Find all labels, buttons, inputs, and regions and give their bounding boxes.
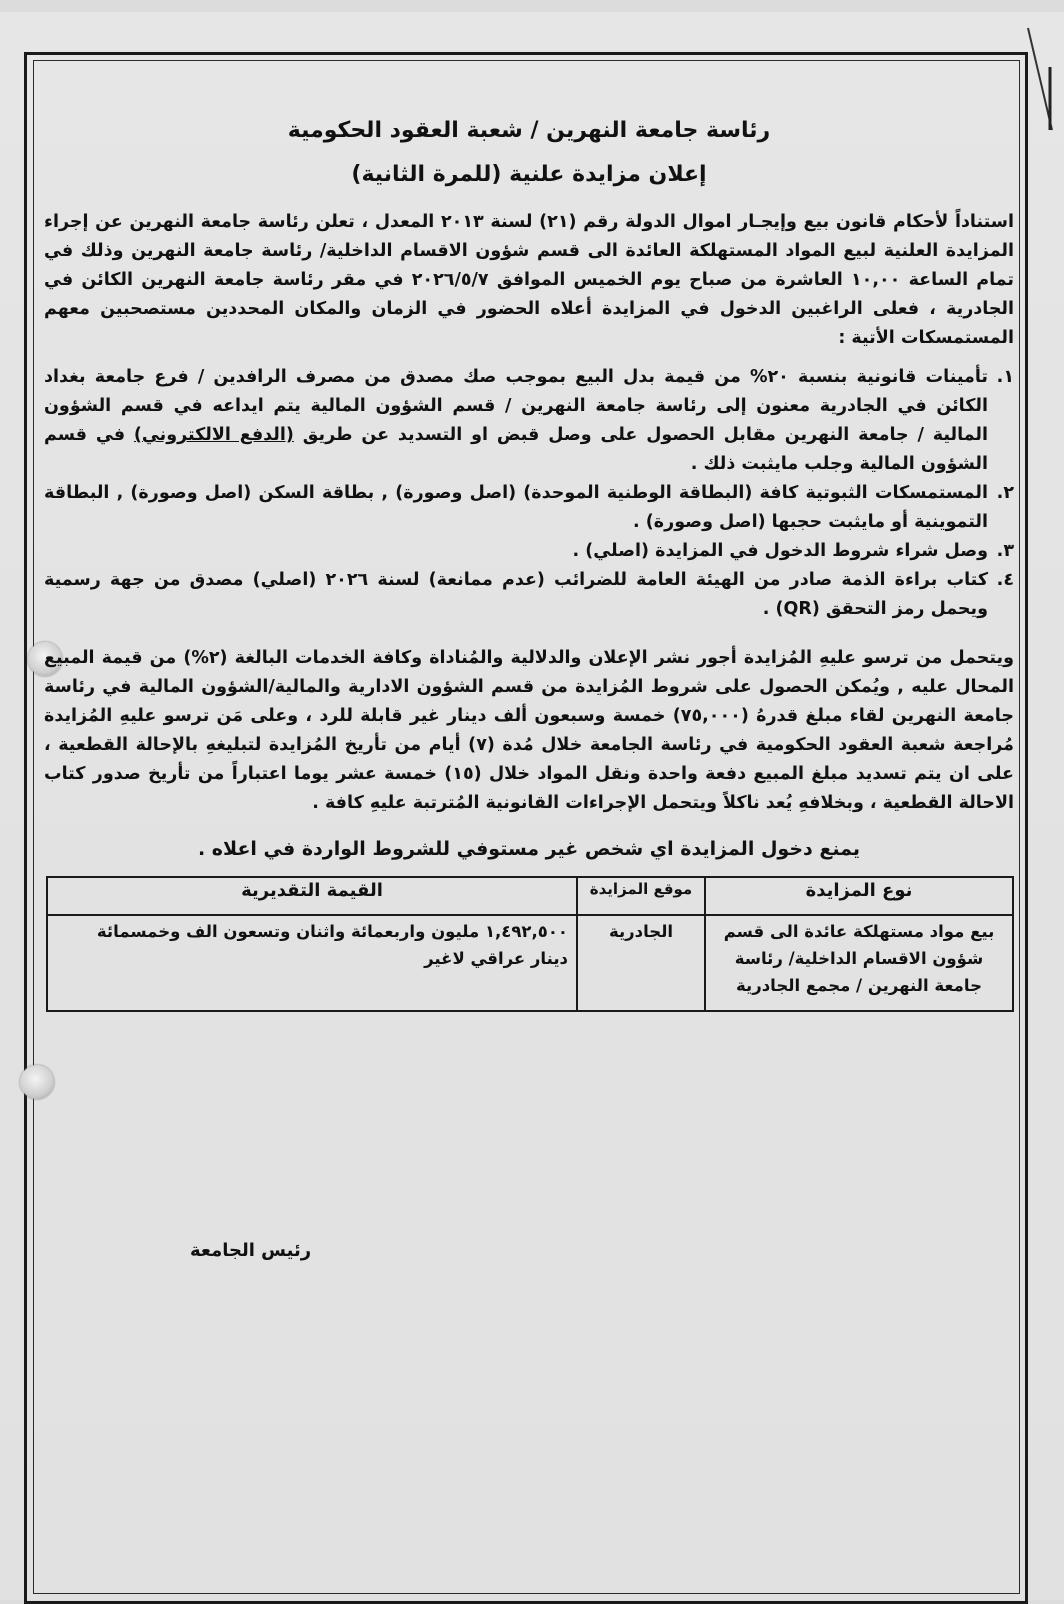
column-header-site: موقع المزايدة bbox=[577, 877, 705, 915]
estimated-value-cell: ١,٤٩٢,٥٠٠ مليون واربعمائة واثنان وتسعون الف وخمسمائة دينار عراقي لاغير bbox=[47, 915, 577, 1011]
requirement-text: وصل شراء شروط الدخول في المزايدة (اصلي) . bbox=[572, 541, 988, 561]
requirement-number: ٤. bbox=[996, 570, 1014, 590]
column-header-type: نوع المزايدة bbox=[705, 877, 1013, 915]
requirement-text: تأمينات قانونية بنسبة ٢٠% من قيمة بدل البيع بموجب صك مصدق من مصرف الرافدين / فرع جامعة بغداد الكائن في الجادرية معنون إلى رئاسة جامعة النهرين / قسم الشؤون المالية يتم ايداعه في قسم الشؤون المالية / جامعة النهرين مقابل الحصول على وصل قبض او التسديد عن طريق bbox=[44, 367, 988, 445]
requirement-number: ٢. bbox=[996, 483, 1014, 503]
column-header-value: القيمة التقديرية bbox=[47, 877, 577, 915]
requirement-text: كتاب براءة الذمة صادر من الهيئة العامة للضرائب (عدم ممانعة) لسنة ٢٠٢٦ (اصلي) مصدق من جهة رسمية ويحمل رمز التحقق (QR) . bbox=[44, 570, 988, 619]
requirement-item bbox=[44, 537, 1014, 566]
requirements-list bbox=[44, 363, 1014, 624]
signature-title: رئيس الجامعة bbox=[190, 1240, 312, 1261]
requirement-number: ١. bbox=[996, 367, 1014, 387]
corner-fold-mark bbox=[1026, 22, 1056, 132]
document-page bbox=[0, 12, 1064, 1600]
electronic-payment-text: (الدفع الالكتروني) bbox=[133, 425, 294, 445]
punch-hole bbox=[20, 1065, 54, 1099]
document-title: إعلان مزايدة علنية (للمرة الثانية) bbox=[351, 162, 707, 187]
auction-table bbox=[46, 876, 1014, 1012]
requirement-item bbox=[44, 566, 1014, 624]
auction-site-cell: الجادرية bbox=[577, 915, 705, 1011]
requirement-item bbox=[44, 479, 1014, 537]
intro-paragraph: استناداً لأحكام قانون بيع وإيجـار اموال الدولة رقم (٢١) لسنة ٢٠١٣ المعدل ، تعلن رئاسة جامعة النهرين عن إجراء المزايدة العلنية لبيع المواد المستهلكة العائدة الى قسم شؤون الاقسام الداخلية/ رئاسة جامعة النهرين وذلك في تمام الساعة ١٠,٠٠ العاشرة من صباح يوم الخميس الموافق ٢٠٢٦/٥/٧ في مقر رئاسة جامعة النهرين الكائن في الجادرية ، فعلى الراغبين الدخول في المزايدة أعلاه الحضور في الزمان والمكان المحددين مستصحبين معهم المستمسكات الأتية : bbox=[44, 212, 1014, 348]
eligibility-warning: يمنع دخول المزايدة اي شخص غير مستوفي للشروط الواردة في اعلاه . bbox=[197, 838, 861, 860]
requirement-number: ٣. bbox=[996, 541, 1014, 561]
terms-paragraph: ويتحمل من ترسو عليهِ المُزايدة أجور نشر الإعلان والدلالية والمُناداة وكافة الخدمات البالغة (٢%) من قيمة المبيع المحال عليه , ويُمكن الحصول على شروط المُزايدة من قسم الشؤون الادارية والمالية/الشؤون المالية في رئاسة جامعة النهرين لقاء مبلغ قدرهُ (٧٥,٠٠٠) خمسة وسبعون ألف دينار غير قابلة للرد ، وعلى مَن ترسو عليهِ المُزايدة مُراجعة شعبة العقود الحكومية في رئاسة الجامعة خلال مُدة (٧) أيام من تأريخ المُزايدة لتبليغهِ بالإحالة القطعية ، على ان يتم تسديد مبلغ المبيع دفعة واحدة ونقل المواد خلال (١٥) خمسة عشر يوما اعتباراً من تأريخ صدور كتاب الاحالة القطعية ، وبخلافهِ يُعد ناكلاً ويتحمل الإجراءات القانونية المُترتبة عليهِ كافة . bbox=[44, 648, 1015, 813]
auction-type-cell: بيع مواد مستهلكة عائدة الى قسم شؤون الاقسام الداخلية/ رئاسة جامعة النهرين / مجمع الجادرية bbox=[705, 915, 1013, 1011]
document-content bbox=[44, 112, 1014, 1012]
requirement-item bbox=[44, 363, 1014, 479]
requirement-text-end: في قسم الشؤون المالية وجلب مايثبت ذلك . bbox=[44, 425, 988, 474]
table-row bbox=[47, 915, 1013, 1011]
requirement-text: المستمسكات الثبوتية كافة (البطاقة الوطنية الموحدة) (اصل وصورة) , بطاقة السكن (اصل وصورة) , البطاقة التموينية أو مايثبت حجبها (اصل وصورة) . bbox=[44, 483, 988, 532]
document-header: رئاسة جامعة النهرين / شعبة العقود الحكومية bbox=[287, 118, 771, 143]
table-header-row bbox=[47, 877, 1013, 915]
